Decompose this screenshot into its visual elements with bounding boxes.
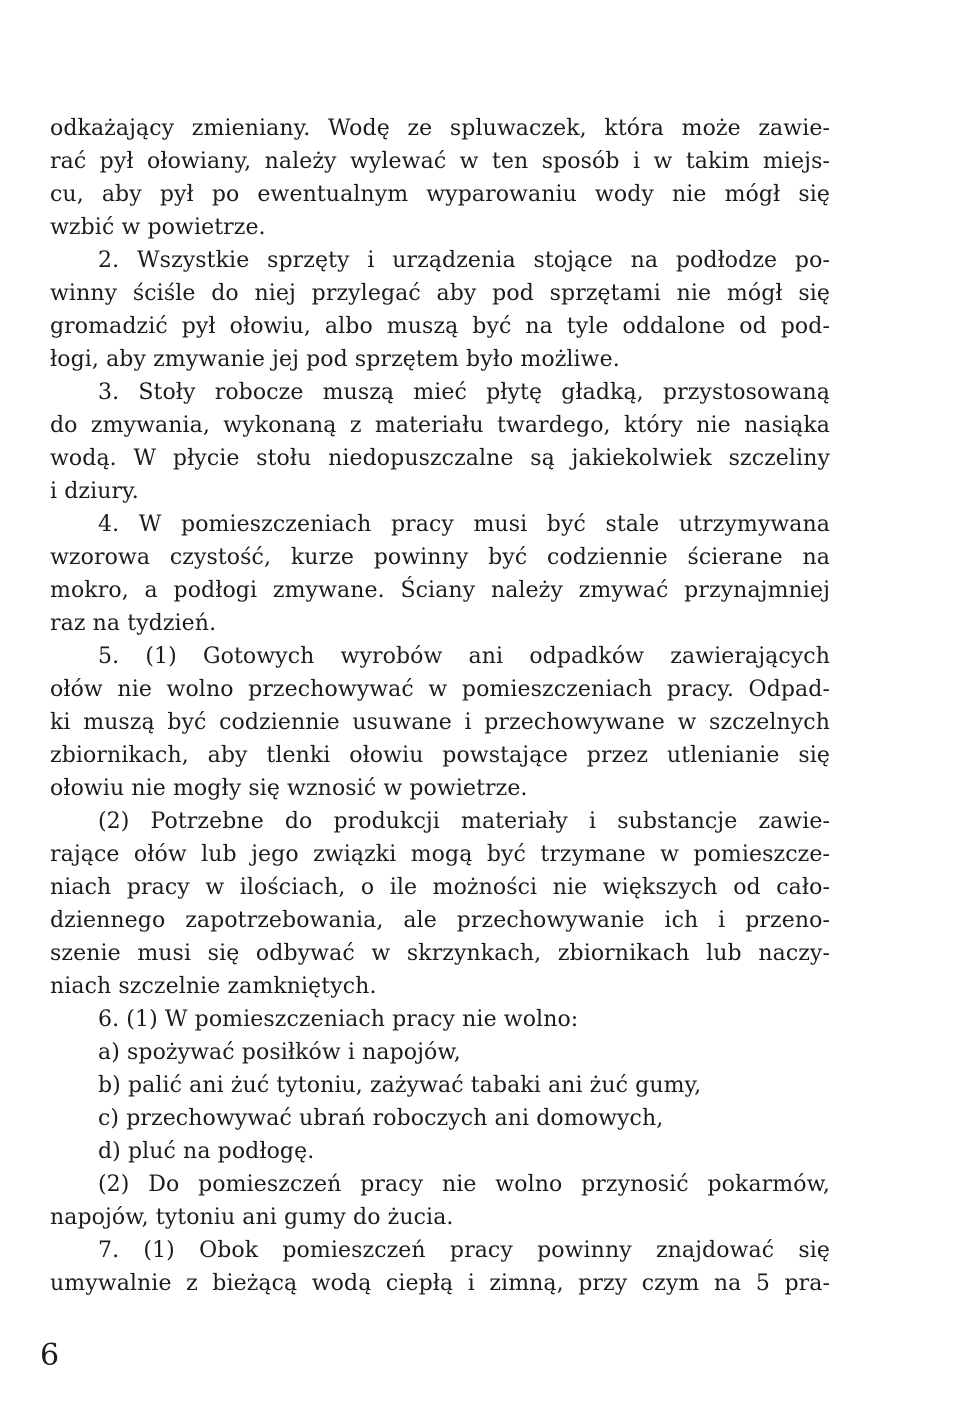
text-line: ki muszą być codziennie usuwane i przechowywane w szczelnych (50, 710, 830, 735)
text-line: dziennego zapotrzebowania, ale przechowywanie ich i przeno- (50, 908, 830, 933)
text-line: 6. (1) W pomieszczeniach pracy nie wolno: (98, 1007, 579, 1032)
text-line: raz na tydzień. (50, 611, 217, 636)
text-line: 3. Stoły robocze muszą mieć płytę gładką, przystosowaną (98, 380, 830, 405)
text-line: (2) Do pomieszczeń pracy nie wolno przynosić pokarmów, (98, 1172, 830, 1197)
text-line: szenie musi się odbywać w skrzynkach, zbiornikach lub naczy- (50, 941, 830, 966)
text-line: mokro, a podłogi zmywane. Ściany należy zmywać przynajmniej (50, 578, 830, 603)
text-line: cu, aby pył po ewentualnym wyparowaniu wody nie mógł się (50, 182, 830, 207)
text-line: gromadzić pył ołowiu, albo muszą być na tyle oddalone od pod- (50, 314, 830, 339)
text-line: 7. (1) Obok pomieszczeń pracy powinny znajdować się (98, 1238, 830, 1263)
text-line: łogi, aby zmywanie jej pod sprzętem było możliwe. (50, 347, 620, 372)
text-line: napojów, tytoniu ani gumy do żucia. (50, 1205, 454, 1230)
text-line: do zmywania, wykonaną z materiału twardego, który nie nasiąka (50, 413, 830, 438)
text-line: ołów nie wolno przechowywać w pomieszczeniach pracy. Odpad- (50, 677, 830, 702)
text-line: 2. Wszystkie sprzęty i urządzenia stojące na podłodze po- (98, 248, 830, 273)
text-line: (2) Potrzebne do produkcji materiały i substancje zawie- (98, 809, 830, 834)
text-line: umywalnie z bieżącą wodą ciepłą i zimną, przy czym na 5 pra- (50, 1271, 830, 1296)
text-line: c) przechowywać ubrań roboczych ani domowych, (98, 1106, 664, 1131)
text-line: wzbić w powietrze. (50, 215, 266, 240)
text-line: wzorowa czystość, kurze powinny być codziennie ścierane na (50, 545, 830, 570)
body-text (50, 112, 830, 1300)
text-line: 5. (1) Gotowych wyrobów ani odpadków zawierających (98, 644, 830, 669)
page-number: 6 (40, 1338, 60, 1373)
text-line: d) pluć na podłogę. (98, 1139, 315, 1164)
text-line: a) spożywać posiłków i napojów, (98, 1040, 461, 1065)
text-line: odkażający zmieniany. Wodę ze spluwaczek, która może zawie- (50, 116, 830, 141)
text-line: 4. W pomieszczeniach pracy musi być stale utrzymywana (98, 512, 830, 537)
text-line: rające ołów lub jego związki mogą być trzymane w pomieszcze- (50, 842, 830, 867)
text-line: rać pył ołowiany, należy wylewać w ten sposób i w takim miejs- (50, 149, 830, 174)
text-line: b) palić ani żuć tytoniu, zażywać tabaki ani żuć gumy, (98, 1073, 702, 1098)
text-line: i dziury. (50, 479, 139, 504)
text-line: winny ściśle do niej przylegać aby pod sprzętami nie mógł się (50, 281, 830, 306)
text-line: zbiornikach, aby tlenki ołowiu powstające przez utlenianie się (50, 743, 830, 768)
text-line: wodą. W płycie stołu niedopuszczalne są jakiekolwiek szczeliny (50, 446, 830, 471)
text-line: niach pracy w ilościach, o ile możności nie większych od cało- (50, 875, 830, 900)
text-line: ołowiu nie mogły się wznosić w powietrze. (50, 776, 528, 801)
text-line: niach szczelnie zamkniętych. (50, 974, 377, 999)
